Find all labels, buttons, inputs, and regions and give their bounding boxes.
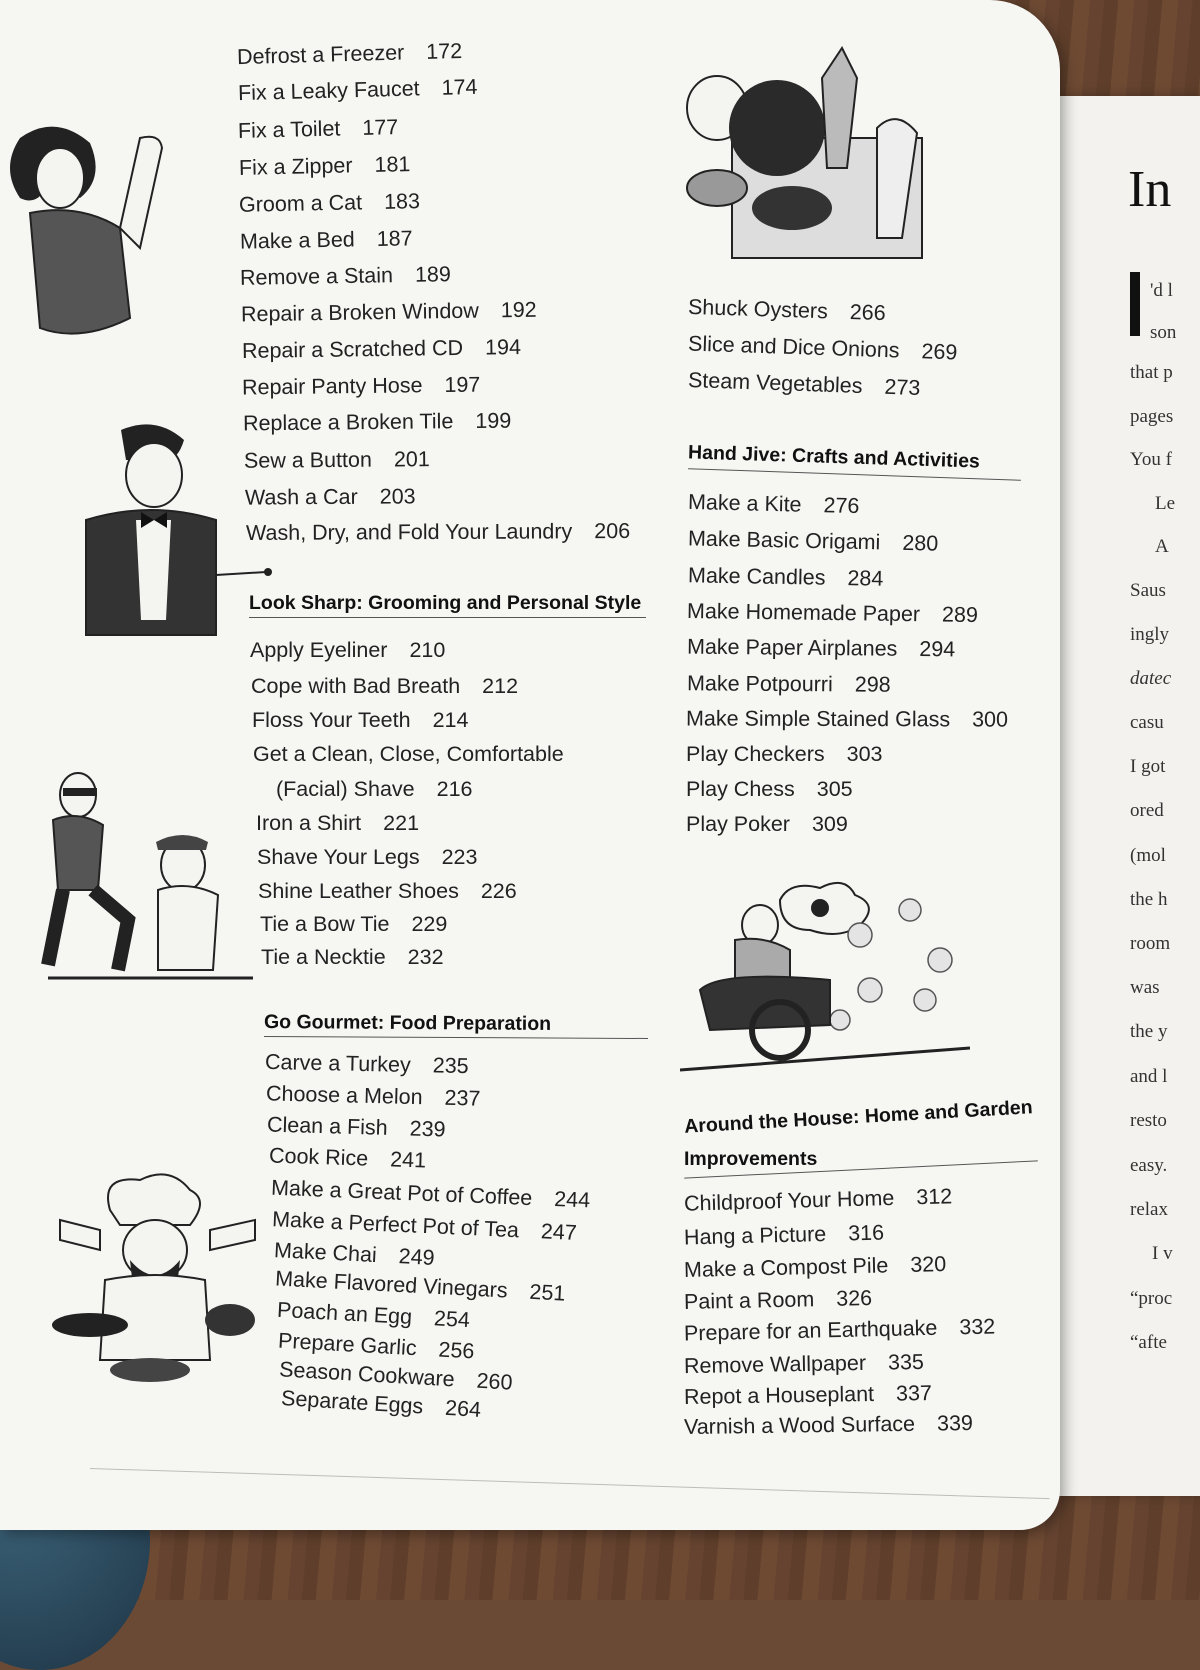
entry-title: Remove a Stain xyxy=(239,263,394,290)
entry-title: Fix a Zipper xyxy=(238,153,353,180)
entry-title: Varnish a Wood Surface xyxy=(683,1411,916,1440)
entry-page: 256 xyxy=(437,1337,476,1364)
entry-page: 229 xyxy=(411,912,448,936)
toc-entry[interactable] xyxy=(250,640,445,662)
facing-line: the h xyxy=(1130,889,1168,910)
vegetables-illustration xyxy=(682,38,932,268)
entry-title: Make Potpourri xyxy=(686,671,833,697)
facing-line: that p xyxy=(1130,362,1173,383)
entry-title: Make Simple Stained Glass xyxy=(685,706,951,732)
toc-entry[interactable] xyxy=(245,486,416,509)
facing-line: I v xyxy=(1152,1243,1173,1264)
entry-title: Apply Eyeliner xyxy=(250,638,388,662)
toc-entry[interactable] xyxy=(688,565,884,590)
entry-page: 194 xyxy=(484,335,522,360)
entry-page: 332 xyxy=(959,1314,996,1340)
section-rule xyxy=(264,1036,648,1039)
section-heading-gourmet: Go Gourmet: Food Preparation xyxy=(263,1010,552,1036)
facing-line: Saus xyxy=(1130,580,1166,601)
facing-line: A xyxy=(1155,536,1169,557)
entry-page: 326 xyxy=(835,1286,873,1311)
entry-page: 192 xyxy=(500,297,537,323)
entry-page: 203 xyxy=(379,484,416,509)
entry-title: Shuck Oysters xyxy=(687,294,829,324)
entry-page: 235 xyxy=(432,1053,469,1079)
entry-title: Tie a Necktie xyxy=(261,945,386,969)
toc-entry[interactable] xyxy=(252,710,468,732)
entry-page: 232 xyxy=(407,945,444,969)
entry-page: 305 xyxy=(816,777,853,801)
entry-title: Paint a Room xyxy=(683,1287,815,1314)
entry-title: Make Basic Origami xyxy=(687,526,881,555)
toc-entry[interactable] xyxy=(241,372,481,400)
facing-line: You f xyxy=(1130,449,1172,470)
entry-page: 201 xyxy=(393,447,430,472)
toc-entry[interactable] xyxy=(687,367,921,401)
toc-entry[interactable] xyxy=(238,117,399,142)
entry-page: 177 xyxy=(362,115,399,140)
toc-entry[interactable] xyxy=(266,1083,481,1110)
entry-title: Cook Rice xyxy=(268,1143,369,1171)
entry-page: 335 xyxy=(887,1349,925,1375)
entry-title: Clean a Fish xyxy=(266,1112,389,1140)
entry-title: (Facial) Shave xyxy=(276,777,415,801)
toc-entry[interactable] xyxy=(274,1240,435,1269)
entry-title: Shine Leather Shoes xyxy=(258,879,459,903)
facing-line: I got xyxy=(1130,756,1166,777)
facing-line: casu xyxy=(1130,712,1164,733)
toc-entry[interactable] xyxy=(688,528,939,555)
toc-entry[interactable] xyxy=(237,74,478,106)
toc-entry[interactable] xyxy=(239,154,411,179)
entry-title: Make Flavored Vinegars xyxy=(274,1266,509,1303)
section-rule xyxy=(249,617,646,618)
entry-page: 337 xyxy=(895,1381,933,1406)
entry-page: 244 xyxy=(553,1186,591,1213)
toc-entry[interactable] xyxy=(686,779,853,801)
entry-title: Replace a Broken Tile xyxy=(242,409,454,436)
entry-page: 316 xyxy=(847,1220,885,1246)
facing-line: “proc xyxy=(1130,1288,1173,1309)
entry-title: Play Chess xyxy=(686,777,795,801)
entry-title: Fix a Toilet xyxy=(237,116,341,143)
facing-line: 'd l xyxy=(1150,280,1173,301)
facing-line: datec xyxy=(1130,668,1172,689)
facing-line: pages xyxy=(1130,406,1174,427)
toc-entry[interactable] xyxy=(253,744,564,766)
entry-title: Poach an Egg xyxy=(276,1297,413,1330)
pirate-cannon-illustration xyxy=(680,880,970,1075)
toc-entry[interactable] xyxy=(245,518,631,546)
toc-entry[interactable] xyxy=(686,744,882,766)
entry-page: 174 xyxy=(441,74,478,100)
toc-entry[interactable] xyxy=(686,708,1008,731)
entry-page: 320 xyxy=(910,1252,947,1277)
entry-title: Carve a Turkey xyxy=(264,1049,412,1077)
toc-entry[interactable] xyxy=(268,1143,427,1173)
entry-title: Choose a Melon xyxy=(265,1081,423,1110)
toc-entry[interactable] xyxy=(683,1349,925,1379)
toc-entry[interactable] xyxy=(266,1112,446,1142)
chef-illustration xyxy=(40,1170,270,1390)
entry-page: 312 xyxy=(915,1184,953,1210)
facing-line: son xyxy=(1150,322,1177,343)
entry-title: Repair a Scratched CD xyxy=(241,335,464,363)
toc-entry[interactable] xyxy=(276,779,472,801)
toc-entry[interactable] xyxy=(687,673,891,696)
facing-line: room xyxy=(1130,933,1171,954)
toc-entry[interactable] xyxy=(684,1288,873,1313)
entry-title: Repair a Broken Window xyxy=(240,298,479,327)
entry-title: Wash, Dry, and Fold Your Laundry xyxy=(245,519,573,546)
facing-line: was xyxy=(1130,977,1160,998)
toc-entry[interactable] xyxy=(236,38,463,70)
entry-page: 303 xyxy=(846,742,883,766)
toc-entry[interactable] xyxy=(684,1383,932,1408)
toc-entry[interactable] xyxy=(256,813,419,835)
section-heading-house-line2: Improvements xyxy=(684,1148,818,1170)
toc-entry[interactable] xyxy=(240,264,451,289)
facing-line: easy. xyxy=(1130,1155,1168,1176)
section-heading-crafts: Hand Jive: Crafts and Activities xyxy=(687,441,981,473)
entry-page: 226 xyxy=(480,879,517,903)
entry-page: 210 xyxy=(409,638,446,662)
entry-page: 339 xyxy=(936,1410,974,1436)
facing-line: “afte xyxy=(1130,1332,1167,1353)
entry-title: Iron a Shirt xyxy=(256,811,362,835)
entry-title: Prepare for an Earthquake xyxy=(683,1315,938,1346)
facing-line: ingly xyxy=(1130,624,1170,645)
entry-page: 197 xyxy=(444,372,481,397)
entry-page: 298 xyxy=(854,672,891,697)
entry-title: Make a Compost Pile xyxy=(683,1253,889,1282)
entry-page: 181 xyxy=(374,152,411,177)
entry-page: 264 xyxy=(444,1395,482,1422)
toc-entry[interactable] xyxy=(686,598,979,628)
entry-page: 221 xyxy=(383,811,420,835)
entry-page: 189 xyxy=(414,262,452,287)
toc-entry[interactable] xyxy=(260,914,447,936)
entry-title: Play Checkers xyxy=(686,742,825,766)
entry-title: Separate Eggs xyxy=(280,1386,424,1419)
page-edge-line xyxy=(90,1468,1050,1499)
toc-entry[interactable] xyxy=(683,1410,974,1440)
toc-entry[interactable] xyxy=(261,947,444,969)
entry-title: Prepare Garlic xyxy=(277,1328,418,1361)
toc-entry[interactable] xyxy=(276,1297,471,1333)
toc-entry[interactable] xyxy=(251,676,518,698)
facing-page xyxy=(1040,96,1200,1496)
entry-title: Floss Your Teeth xyxy=(252,708,411,732)
entry-page: 251 xyxy=(528,1279,566,1306)
facing-line: (mol xyxy=(1130,845,1166,866)
entry-title: Season Cookware xyxy=(278,1357,456,1392)
entry-page: 214 xyxy=(432,708,469,732)
facing-line: Le xyxy=(1155,493,1176,514)
toc-entry[interactable] xyxy=(687,489,860,519)
toc-entry[interactable] xyxy=(270,1175,591,1213)
entry-page: 187 xyxy=(376,226,413,252)
section-heading-house: Around the House: Home and Garden xyxy=(683,1096,1034,1138)
entry-title: Make Homemade Paper xyxy=(686,598,921,627)
toc-entry[interactable] xyxy=(240,297,537,327)
shoeshine-illustration xyxy=(8,770,258,1000)
toc-entry[interactable] xyxy=(242,408,512,436)
entry-page: 269 xyxy=(921,339,958,365)
toc-entry[interactable] xyxy=(281,1388,482,1421)
entry-page: 284 xyxy=(847,566,884,591)
entry-page: 239 xyxy=(409,1116,446,1142)
entry-page: 273 xyxy=(884,374,921,401)
entry-title: Make a Perfect Pot of Tea xyxy=(271,1207,520,1243)
entry-page: 254 xyxy=(433,1306,471,1333)
entry-title: Wash a Car xyxy=(244,484,358,510)
toc-entry[interactable] xyxy=(239,191,420,216)
entry-title: Make Chai xyxy=(273,1238,378,1268)
toc-entry[interactable] xyxy=(242,337,521,362)
toc-entry[interactable] xyxy=(684,1316,996,1345)
entry-page: 172 xyxy=(425,38,463,64)
toc-entry[interactable] xyxy=(264,1049,469,1079)
entry-page: 183 xyxy=(383,189,421,214)
entry-title: Childproof Your Home xyxy=(683,1185,895,1216)
toc-entry[interactable] xyxy=(684,1254,947,1281)
entry-title: Defrost a Freezer xyxy=(236,40,405,70)
toc-entry[interactable] xyxy=(258,881,517,903)
entry-page: 289 xyxy=(941,602,979,628)
entry-page: 309 xyxy=(811,812,848,836)
toc-entry[interactable] xyxy=(686,814,848,836)
woman-illustration xyxy=(0,118,170,343)
toc-entry[interactable] xyxy=(272,1209,578,1244)
facing-line: and l xyxy=(1130,1066,1168,1087)
entry-title: Shave Your Legs xyxy=(257,845,420,869)
entry-title: Get a Clean, Close, Comfortable xyxy=(253,742,564,766)
facing-line: relax xyxy=(1130,1199,1168,1220)
facing-line: the y xyxy=(1130,1021,1168,1042)
toc-entry[interactable] xyxy=(240,228,413,253)
entry-page: 266 xyxy=(849,299,887,326)
entry-title: Fix a Leaky Faucet xyxy=(237,76,420,106)
entry-title: Repair Panty Hose xyxy=(241,373,423,400)
toc-entry[interactable] xyxy=(683,1220,885,1250)
toc-entry[interactable] xyxy=(257,847,477,869)
entry-title: Repot a Houseplant xyxy=(683,1381,875,1409)
entry-page: 276 xyxy=(823,493,860,519)
entry-page: 241 xyxy=(389,1147,427,1173)
entry-page: 249 xyxy=(398,1244,436,1270)
toc-entry[interactable] xyxy=(687,331,958,365)
entry-title: Make Candles xyxy=(687,563,826,590)
entry-title: Make a Kite xyxy=(687,489,802,517)
entry-page: 216 xyxy=(436,777,473,801)
entry-page: 300 xyxy=(972,707,1009,732)
entry-title: Play Poker xyxy=(686,812,790,836)
facing-line: ored xyxy=(1130,800,1164,821)
section-heading-grooming: Look Sharp: Grooming and Personal Style xyxy=(249,592,642,614)
entry-title: Hang a Picture xyxy=(683,1221,827,1250)
entry-title: Slice and Dice Onions xyxy=(687,331,900,363)
drop-cap xyxy=(1130,272,1140,336)
entry-title: Make Paper Airplanes xyxy=(686,634,898,661)
entry-page: 294 xyxy=(919,637,956,662)
entry-title: Make a Bed xyxy=(239,227,355,254)
facing-page-heading: In xyxy=(1128,161,1172,218)
entry-title: Tie a Bow Tie xyxy=(260,912,390,936)
toc-entry[interactable] xyxy=(244,449,430,472)
facing-line: resto xyxy=(1130,1110,1167,1131)
entry-page: 260 xyxy=(475,1368,514,1395)
entry-title: Cope with Bad Breath xyxy=(251,674,461,698)
entry-page: 280 xyxy=(902,530,939,556)
entry-page: 223 xyxy=(441,845,478,869)
entry-page: 199 xyxy=(475,408,512,433)
entry-title: Steam Vegetables xyxy=(687,367,863,399)
entry-title: Remove Wallpaper xyxy=(683,1350,867,1379)
entry-page: 212 xyxy=(482,674,519,698)
entry-page: 206 xyxy=(594,518,631,544)
entry-title: Make a Great Pot of Coffee xyxy=(270,1175,533,1211)
toc-entry[interactable] xyxy=(684,1186,953,1215)
entry-title: Groom a Cat xyxy=(238,190,363,217)
entry-page: 237 xyxy=(444,1085,481,1111)
toc-entry[interactable] xyxy=(687,294,887,326)
entry-page: 247 xyxy=(540,1219,578,1245)
toc-entry[interactable] xyxy=(686,634,956,662)
entry-title: Sew a Button xyxy=(243,447,372,473)
